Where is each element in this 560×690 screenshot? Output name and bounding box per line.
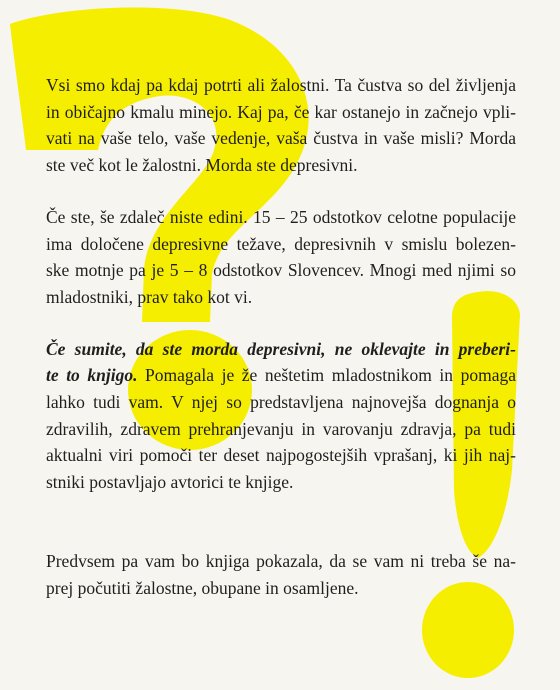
text-line: Predvsem pa vam bo knjiga pokazala, da se vam ni treba še na- (46, 550, 516, 571)
text-line: ste več kot le žalostni. Morda ste depresivni. (46, 155, 358, 176)
emphasis-text: te to knjigo. (46, 365, 138, 386)
text-line: Če ste, še zdaleč niste edini. 15 – 25 odstotkov celotne populacije (46, 206, 516, 227)
text-line-emphasis (46, 336, 516, 363)
paragraph-3 (46, 336, 516, 496)
text-line: mladostniki, prav tako kot vi. (46, 286, 253, 307)
text-line: zdravilih, zdravem prehranjevanju in varovanju zdravja, pa tudi (46, 418, 516, 439)
paragraph-1 (46, 72, 516, 179)
text-line (46, 362, 516, 389)
text-line: ske motnje pa je 5 – 8 odstotkov Slovencev. Mnogi med njimi so (46, 260, 516, 281)
regular-text: Pomagala je že neštetim mladostnikom in pomaga (137, 365, 516, 386)
text-line: ima določene depresivne težave, depresivnih v smislu bolezen- (46, 233, 516, 254)
text-line: stniki postavljajo avtorici te knjige. (46, 472, 294, 493)
body-text (46, 72, 516, 626)
emphasis-text: Če sumite, da ste morda depresivni, ne oklevajte in preberi- (46, 338, 516, 359)
paragraph-4 (46, 548, 516, 601)
text-line: lahko tudi vam. V njej so predstavljena najnovejša dognanja o (46, 392, 516, 413)
text-line: Vsi smo kdaj pa kdaj potrti ali žalostni. Ta čustva so del življenja (46, 75, 516, 95)
text-line: in običajno kmalu minejo. Kaj pa, če kar ostanejo in začnejo vpli- (46, 101, 516, 122)
text-line: aktualni viri pomoči ter deset najpogostejših vprašanj, ki jih naj- (46, 445, 516, 466)
text-line: prej počutiti žalostne, obupane in osamljene. (46, 577, 359, 598)
text-line: vati na vaše telo, vaše vedenje, vaša čustva in vaše misli? Morda (46, 128, 516, 149)
paragraph-2 (46, 204, 516, 311)
